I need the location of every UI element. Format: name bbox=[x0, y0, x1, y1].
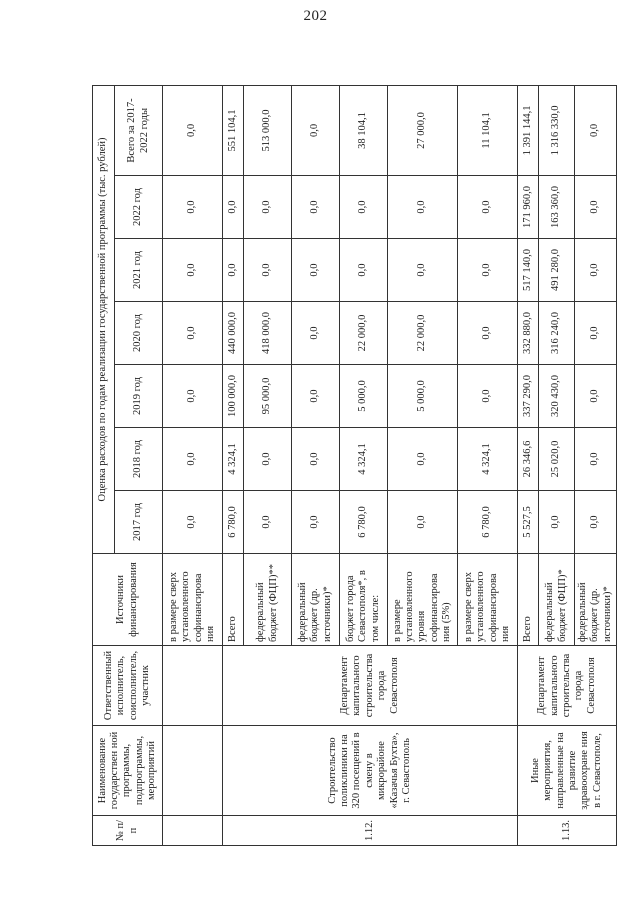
budget-table bbox=[92, 85, 617, 846]
cell-value: 320 430,0 bbox=[539, 365, 575, 428]
item-1-13-name: Иные мероприятия, направленные на развитие здравоохране ния в г. Севастополе, bbox=[518, 726, 617, 816]
cell-value: 0,0 bbox=[575, 365, 617, 428]
cell-value: 0,0 bbox=[539, 491, 575, 554]
cell-value: 0,0 bbox=[388, 428, 458, 491]
cell-value: 22 000,0 bbox=[388, 302, 458, 365]
cell-value: 0,0 bbox=[163, 176, 223, 239]
cell-value: 0,0 bbox=[575, 491, 617, 554]
header-year-2020: 2020 год bbox=[115, 302, 163, 365]
cell-value: 0,0 bbox=[163, 302, 223, 365]
cell-source: федеральный бюджет (др. источники)* bbox=[292, 554, 340, 646]
header-year-total: Всего за 2017-2022 годы bbox=[115, 85, 163, 175]
cell-source: в размере установленного уровня софинансирова ния (5%) bbox=[388, 554, 458, 646]
cell-value: 27 000,0 bbox=[388, 85, 458, 175]
cell-value: 517 140,0 bbox=[518, 239, 539, 302]
cell-value: 22 000,0 bbox=[340, 302, 388, 365]
header-year-2017: 2017 год bbox=[115, 491, 163, 554]
cell-value: 316 240,0 bbox=[539, 302, 575, 365]
cell-value: 0,0 bbox=[163, 85, 223, 175]
cell-value: 0,0 bbox=[575, 85, 617, 175]
cell-value: 100 000,0 bbox=[223, 365, 244, 428]
cell-value: 337 290,0 bbox=[518, 365, 539, 428]
cell-value: 1 316 330,0 bbox=[539, 85, 575, 175]
cell-source: в размере сверх установленного софинансирова ния bbox=[163, 554, 223, 646]
cell-value: 1 391 144,1 bbox=[518, 85, 539, 175]
cell-value: 491 280,0 bbox=[539, 239, 575, 302]
cell-value: 0,0 bbox=[388, 239, 458, 302]
cell-value: 11 104,1 bbox=[458, 85, 518, 175]
table-row bbox=[163, 85, 223, 845]
cell-value: 0,0 bbox=[388, 176, 458, 239]
cell-value: 551 104,1 bbox=[223, 85, 244, 175]
cell-value: 6 780,0 bbox=[340, 491, 388, 554]
cell-value: 0,0 bbox=[244, 491, 292, 554]
cell-value: 0,0 bbox=[575, 428, 617, 491]
cell-source: бюджет города Севастополя*, в том числе: bbox=[340, 554, 388, 646]
cell-value: 0,0 bbox=[292, 302, 340, 365]
cell-value: 5 527,5 bbox=[518, 491, 539, 554]
header-name: Наименование государствен ной программы, подпрограммы, мероприятий bbox=[93, 726, 163, 816]
header-year-2022: 2022 год bbox=[115, 176, 163, 239]
cell-value: 0,0 bbox=[223, 239, 244, 302]
cell-value: 0,0 bbox=[163, 365, 223, 428]
cell-value: 418 000,0 bbox=[244, 302, 292, 365]
header-num: № п/п bbox=[93, 816, 163, 846]
cell-value: 95 000,0 bbox=[244, 365, 292, 428]
header-source: Источники финансирования bbox=[93, 554, 163, 646]
cell-source: федеральный бюджет (др. источники)* bbox=[575, 554, 617, 646]
page-number: 202 bbox=[303, 8, 328, 24]
table-row bbox=[518, 85, 539, 845]
table-row bbox=[223, 85, 244, 845]
item-1-13-num: 1.13. bbox=[518, 816, 617, 846]
cell-value: 0,0 bbox=[292, 365, 340, 428]
cell-source: Всего bbox=[223, 554, 244, 646]
cell-value: 0,0 bbox=[458, 176, 518, 239]
cell-value: 0,0 bbox=[292, 428, 340, 491]
cell-value: 0,0 bbox=[388, 491, 458, 554]
cell-value: 38 104,1 bbox=[340, 85, 388, 175]
cell-source: федеральный бюджет (ФЦП)* bbox=[539, 554, 575, 646]
cell-value: 332 880,0 bbox=[518, 302, 539, 365]
cell-value: 0,0 bbox=[244, 176, 292, 239]
cell-value: 4 324,1 bbox=[340, 428, 388, 491]
cell-value: 25 020,0 bbox=[539, 428, 575, 491]
cell-value: 0,0 bbox=[458, 365, 518, 428]
cell-value: 6 780,0 bbox=[458, 491, 518, 554]
cell-value: 0,0 bbox=[163, 239, 223, 302]
cell-value: 0,0 bbox=[575, 302, 617, 365]
cell-value: 0,0 bbox=[292, 85, 340, 175]
cell-source: федеральный бюджет (ФЦП)** bbox=[244, 554, 292, 646]
header-year-2018: 2018 год bbox=[115, 428, 163, 491]
cell-value: 513 000,0 bbox=[244, 85, 292, 175]
cell-value: 440 000,0 bbox=[223, 302, 244, 365]
cell-value: 0,0 bbox=[292, 239, 340, 302]
cell-value: 5 000,0 bbox=[340, 365, 388, 428]
cell-name bbox=[163, 726, 223, 816]
header-estimate: Оценка расходов по годам реализации государственной программы (тыс. рублей) bbox=[93, 85, 115, 553]
cell-num bbox=[163, 816, 223, 846]
item-1-13-executor: Департамент капитального строительства города Севастополя bbox=[518, 646, 617, 726]
header-year-2021: 2021 год bbox=[115, 239, 163, 302]
cell-value: 0,0 bbox=[292, 176, 340, 239]
rotated-table-container bbox=[92, 86, 615, 846]
cell-value: 4 324,1 bbox=[458, 428, 518, 491]
cell-value: 0,0 bbox=[223, 176, 244, 239]
cell-value: 0,0 bbox=[244, 239, 292, 302]
cell-source: в размере сверх установленного софинансирова ния bbox=[458, 554, 518, 646]
cell-value: 5 000,0 bbox=[388, 365, 458, 428]
cell-value: 0,0 bbox=[244, 428, 292, 491]
cell-source: Всего bbox=[518, 554, 539, 646]
cell-value: 0,0 bbox=[575, 176, 617, 239]
cell-value: 0,0 bbox=[458, 302, 518, 365]
cell-value: 4 324,1 bbox=[223, 428, 244, 491]
cell-value: 163 360,0 bbox=[539, 176, 575, 239]
header-year-2019: 2019 год bbox=[115, 365, 163, 428]
cell-value: 0,0 bbox=[163, 491, 223, 554]
item-1-12-name: Строительство поликлиники на 320 посещений в смену в микрорайоне «Казачья Бухта», г. Севастополь bbox=[223, 726, 518, 816]
cell-value: 26 346,6 bbox=[518, 428, 539, 491]
cell-value: 0,0 bbox=[163, 428, 223, 491]
cell-executor bbox=[163, 646, 223, 726]
cell-value: 6 780,0 bbox=[223, 491, 244, 554]
cell-value: 0,0 bbox=[292, 491, 340, 554]
item-1-12-executor: Департамент капитального строительства города Севастополя bbox=[223, 646, 518, 726]
header-executor: Ответственный исполнитель, соисполнитель, участник bbox=[93, 646, 163, 726]
cell-value: 0,0 bbox=[458, 239, 518, 302]
item-1-12-num: 1.12. bbox=[223, 816, 518, 846]
cell-value: 171 960,0 bbox=[518, 176, 539, 239]
cell-value: 0,0 bbox=[575, 239, 617, 302]
cell-value: 0,0 bbox=[340, 176, 388, 239]
cell-value: 0,0 bbox=[340, 239, 388, 302]
